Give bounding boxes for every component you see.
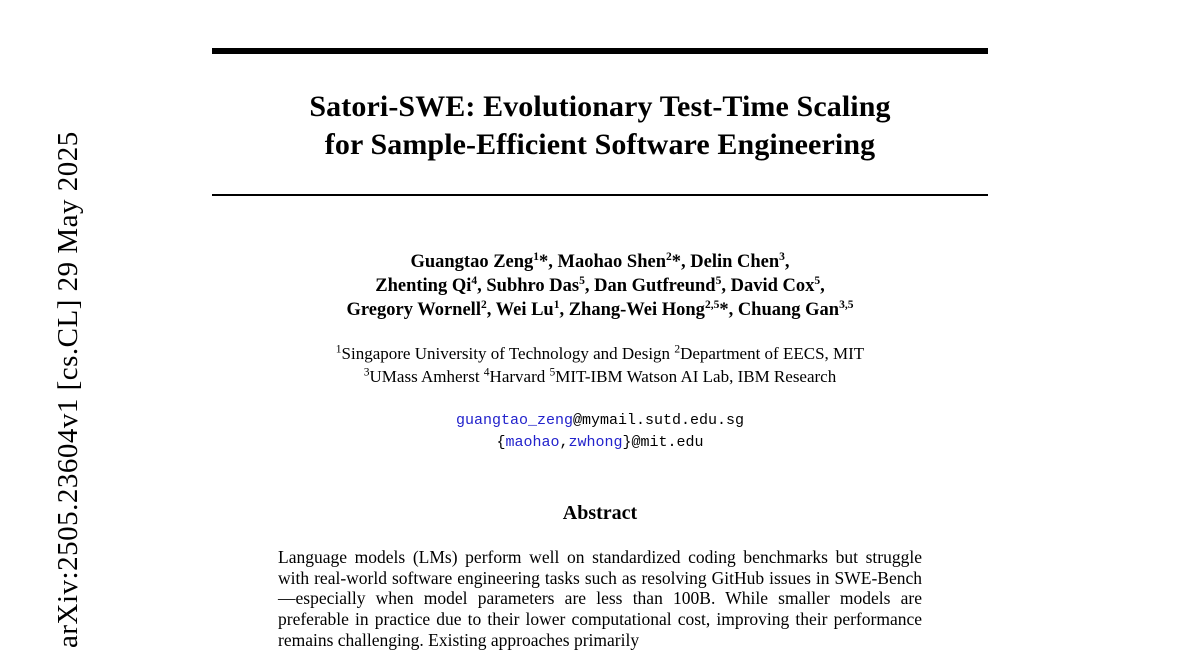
page-title — [212, 88, 988, 164]
email-line-1[interactable]: guangtao_zeng@mymail.sutd.edu.sg — [455, 412, 745, 429]
title-bottom-rule — [212, 194, 988, 196]
author-list — [212, 250, 988, 322]
author-line-2: Zhenting Qi$^4$, Subhro Das$^5$, Dan Gutfreund$^5$, David Cox$^5$, — [375, 274, 825, 296]
abstract-heading: Abstract — [562, 502, 638, 524]
affiliation-list — [212, 342, 988, 388]
arxiv-stamp — [0, 0, 90, 648]
email-line-2[interactable]: {maohao,zwhong}@mit.edu — [496, 434, 704, 451]
paper-page — [212, 0, 988, 648]
abstract-paragraph: Language models (LMs) perform well on standardized coding benchmarks but struggle with real-world software engineering tasks such as resolving GitHub issues in SWE-Bench—especially when model parameters are less than 100B. While smaller models are preferable in practice due to their lower computational cost, improving their performance remains challenging. Existing approaches primarily — [278, 547, 922, 650]
abstract-body — [212, 547, 988, 651]
author-line-1: Guangtao Zeng$^1$*, Maohao Shen$^2$*, Delin Chen$^3$, — [410, 250, 790, 272]
title-line-1: Satori-SWE: Evolutionary Test-Time Scaling — [309, 90, 891, 123]
affiliation-line-1: $^1$Singapore University of Technology and Design $^2$Department of EECS, MIT — [335, 343, 865, 363]
arxiv-stamp-text: arXiv:2505.23604v1 [cs.CL] 29 May 2025 — [52, 131, 84, 648]
title-line-2: for Sample-Efficient Software Engineering — [324, 128, 876, 161]
author-line-3: Gregory Wornell$^2$, Wei Lu$^1$, Zhang-Wei Hong$^{2,5}$*, Chuang Gan$^{3,5}$ — [346, 298, 854, 320]
title-top-rule — [212, 48, 988, 54]
email-block — [212, 410, 988, 454]
affiliation-line-2: $^3$UMass Amherst $^4$Harvard $^5$MIT-IBM Watson AI Lab, IBM Research — [363, 366, 837, 386]
